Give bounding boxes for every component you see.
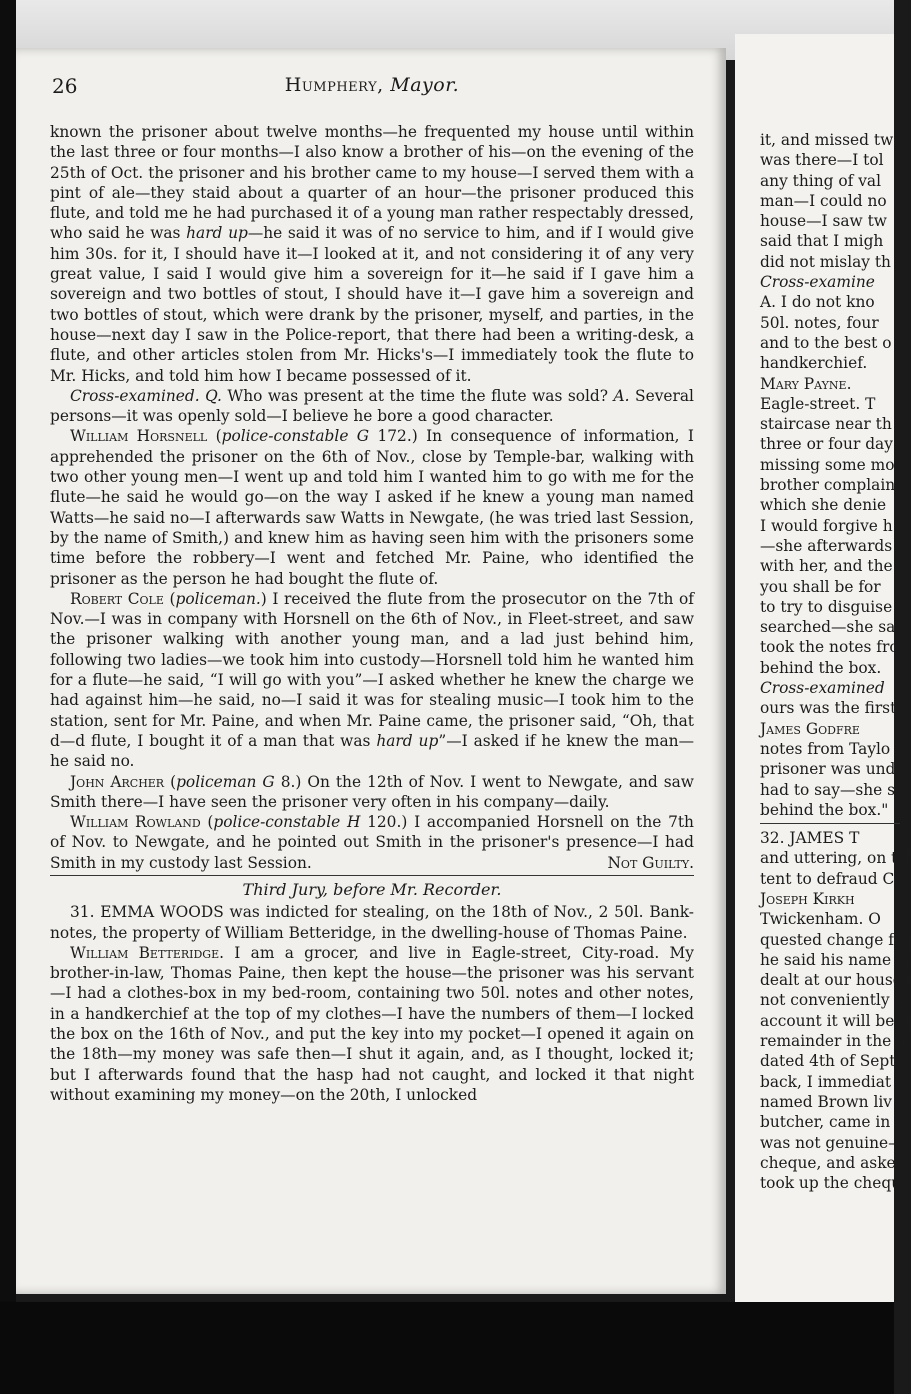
facing-line: you shall be for [760, 577, 881, 596]
facing-line: named Brown liv [760, 1092, 892, 1111]
facing-line: took up the chequ [760, 1174, 902, 1193]
facing-line: dated 4th of Sept. [760, 1052, 901, 1071]
facing-line: any thing of val [760, 171, 881, 190]
facing-line: butcher, came in a [760, 1113, 905, 1132]
witness-name: Robert Cole [70, 589, 164, 608]
facing-line: Twickenham. O [760, 910, 881, 929]
facing-line: and to the best o [760, 333, 892, 352]
facing-line: A. I do not kno [760, 293, 875, 312]
facing-line: staircase near th [760, 415, 892, 434]
facing-line: had to say—she s [760, 780, 896, 799]
facing-line: was not genuine— [760, 1133, 904, 1152]
facing-line: James Godfre [760, 719, 860, 738]
facing-line: I would forgive h [760, 516, 893, 535]
verdict: Not Guilty. [607, 853, 694, 872]
facing-line: behind the box." [760, 800, 889, 819]
facing-line: ours was the first [760, 699, 897, 718]
facing-line: tent to defraud Ch [760, 869, 905, 888]
facing-line: behind the box. [760, 658, 882, 677]
running-head-name: Humphery, [284, 74, 384, 96]
paragraph-horsnell: William Horsnell (police-constable G 172.) In consequence of information, I apprehended the prisoner on the 6th of Nov., close by Temple-bar, walking with two other young men—I went up and told him I wanted him to go with me for the flute—he said he would go—on the way I asked if he knew a young man named Watts—he said no—I afterwards saw Watts in Newgate, (he was tried last Session, by the name of Smith,) and knew him as having seen him with the prisoners some time before the robbery—I went and fetched Mr. Paine, who identified the prisoner as the person he had bought the flute of. [50, 427, 694, 588]
paragraph-archer: John Archer (policeman G 8.) On the 12th of Nov. I went to Newgate, and saw Smith there—I have seen the prisoner very often in his company—daily. [50, 772, 694, 811]
page-header [52, 74, 692, 104]
facing-line: Joseph Kirkh [760, 889, 855, 908]
facing-line: missing some mo [760, 455, 895, 474]
scan-bottom-band [0, 1302, 894, 1394]
facing-line: house—I saw tw [760, 212, 887, 231]
section-divider [50, 875, 694, 876]
facing-line: 32. JAMES T [760, 829, 860, 848]
facing-line: not conveniently g [760, 991, 905, 1010]
main-text [50, 122, 694, 1105]
paragraph-betteridge: William Betteridge. I am a grocer, and live in Eagle-street, City-road. My brother-in-law, Thomas Paine, then kept the house—the prisoner was his servant—I had a clothes-box in my bed-room, containing two 50l. notes and other notes, in a handkerchief at the top of my clothes—I have the numbers of them—I locked the box on the 16th of Nov., and put the key into my pocket—I opened it again on the 18th—my money was safe then—I shut it again, and, as I thought, locked it; but I afterwards found that the hasp had not caught, and locked it that night without examining my money—on the 20th, I unlocked [50, 943, 694, 1104]
page-number: 26 [52, 74, 78, 98]
facing-line: three or four day [760, 435, 893, 454]
facing-line: brother complain [760, 476, 896, 495]
paragraph-rowland: William Rowland (police-constable H 120.) I accompanied Horsnell on the 7th of Nov. to Newgate, and he pointed out Smith in the prisoner's presence—I had Smith in my custody last Session. Not Guilty. [50, 813, 694, 872]
facing-line: to try to disguise [760, 597, 893, 616]
facing-line: back, I immediat [760, 1072, 892, 1091]
facing-line: prisoner was unde [760, 760, 905, 779]
facing-line: Mary Payne. [760, 374, 852, 393]
facing-page-column [760, 130, 911, 1193]
facing-line: man—I could no [760, 191, 887, 210]
paragraph-case-31: 31. EMMA WOODS was indicted for stealing, on the 18th of Nov., 2 50l. Bank-notes, the property of William Betteridge, in the dwelling-house of Thomas Paine. [50, 903, 694, 942]
facing-line: took the notes fro [760, 638, 899, 657]
facing-line: quested change for [760, 930, 911, 949]
running-head-title: Mayor. [390, 74, 460, 96]
facing-line: handkerchief. [760, 354, 868, 373]
facing-line: notes from Taylo [760, 739, 891, 758]
paragraph-testimony-paine: known the prisoner about twelve months—he frequented my house until within the last three or four months—I also know a brother of his—on the evening of the 25th of Oct. the prisoner and his brother came to my house—I served them with a pint of ale—they staid about a quarter of an hour—the prisoner produced this flute, and told me he had purchased it of a young man rather respectably dressed, who said he was hard up—he said it was of no service to him, and if I would give him 30s. for it, I should have it—I looked at it, and not considering it of any very great value, I said I would give him a sovereign for it—he said if I gave him a sovereign and two bottles of stout, I should have it—I gave him a sovereign and two bottles of stout, which were drank by the prisoner, myself, and parties, in the house—next day I saw in the Police-report, that there had been a writing-desk, a flute, and other articles stolen from Mr. Hicks's—I immediately took the flute to Mr. Hicks, and told him how I became possessed of it. [50, 123, 694, 385]
witness-name: William Betteridge. [70, 943, 225, 962]
facing-line: Cross-examined [760, 679, 885, 698]
running-head [52, 74, 692, 96]
facing-line: remainder in the n [760, 1032, 907, 1051]
facing-line: Cross-examine [760, 273, 875, 292]
facing-line: said that I migh [760, 232, 884, 251]
witness-name: William Rowland [70, 813, 201, 832]
facing-line: cheque, and asked [760, 1153, 906, 1172]
facing-line: 50l. notes, four [760, 313, 879, 332]
facing-line: he said his name w [760, 950, 910, 969]
facing-line: Eagle-street. T [760, 394, 876, 413]
paragraph-cross-examined: Cross-examined. Q. Who was present at the time the flute was sold? A. Several persons—it was openly sold—I believe he bore a good character. [50, 386, 694, 426]
facing-line: with her, and the [760, 557, 893, 576]
facing-line: was there—I tol [760, 151, 884, 170]
facing-line: searched—she sai [760, 618, 901, 637]
facing-divider [760, 823, 900, 824]
facing-line: account it will be s [760, 1011, 908, 1030]
witness-name: John Archer [70, 772, 165, 791]
facing-line: —she afterwards [760, 536, 893, 555]
facing-line: and uttering, on th [760, 849, 908, 868]
witness-name: William Horsnell [70, 427, 208, 446]
paragraph-cole: Robert Cole (policeman.) I received the flute from the prosecutor on the 7th of Nov.—I was in company with Horsnell on the 6th of Nov., in Fleet-street, and saw the prisoner walking with another young man, and a lad just behind him, following two ladies—we took him into custody—Horsnell told him he wanted him for a flute—he said, “I will go with you”—I asked whether he knew the charge we had against him—he said, no—I said it was for stealing music—I took him to the station, sent for Mr. Paine, and when Mr. Paine came, the prisoner said, “Oh, that d—d flute, I bought it of a man that was hard up”—I asked if he knew the man—he said no. [50, 589, 695, 771]
facing-line: did not mislay th [760, 252, 891, 271]
facing-line: dealt at our house, [760, 971, 907, 990]
facing-line: it, and missed tw [760, 131, 894, 149]
facing-line: which she denie [760, 496, 887, 515]
section-heading: Third Jury, before Mr. Recorder. [242, 879, 502, 899]
book-gutter [0, 0, 16, 1394]
